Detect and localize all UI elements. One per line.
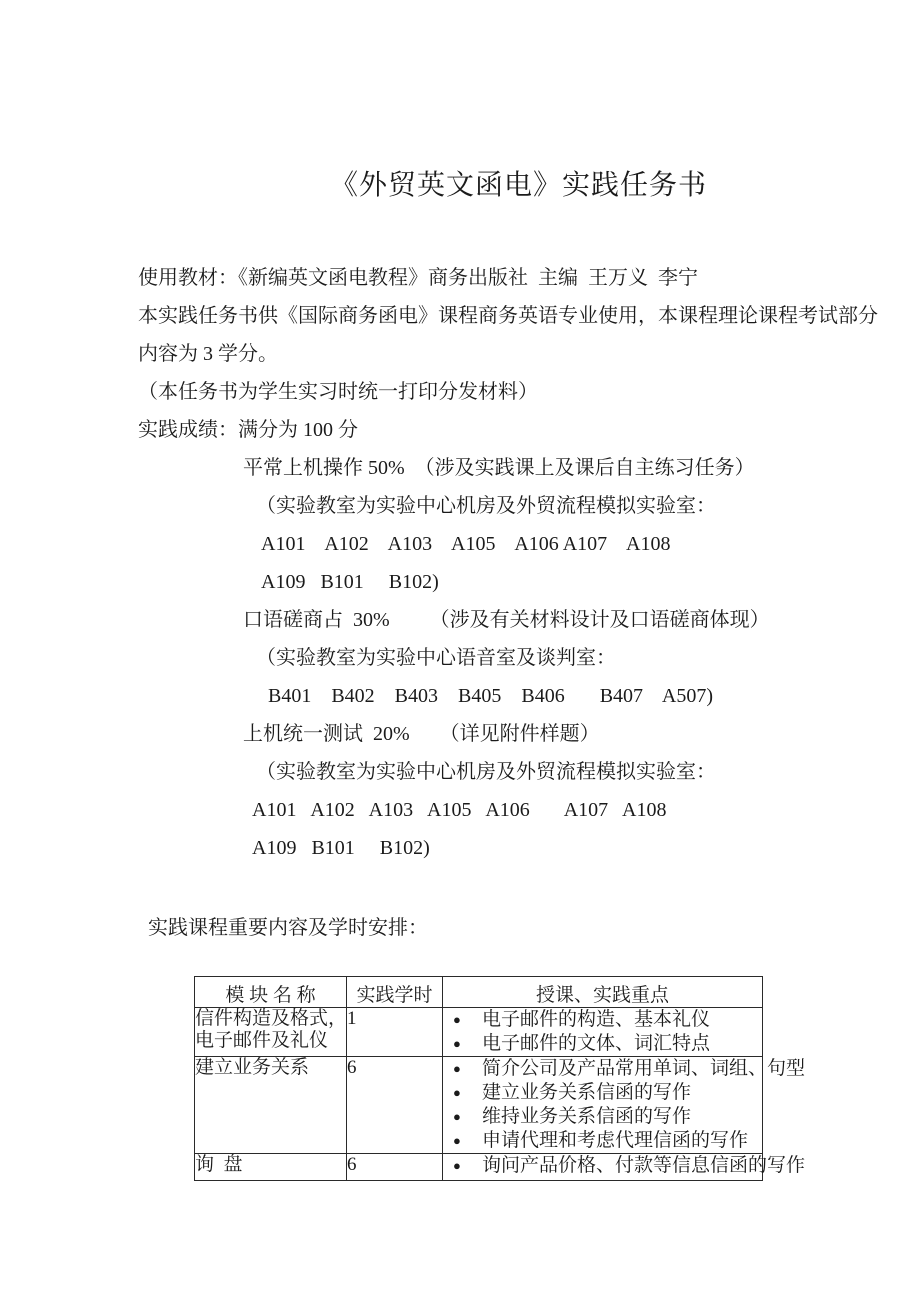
module-cell [195, 1057, 347, 1154]
hours-cell: 6 [347, 1154, 443, 1181]
bullet-icon: ● [453, 1158, 461, 1173]
text-line-lab-rooms-note-2: （实验教室为实验中心语音室及谈判室： [256, 647, 616, 669]
text-line-course-usage: 本实践任务书供《国际商务函电》课程商务英语专业使用，本课程理论课程考试部分 [138, 305, 878, 327]
text-line-handout-note: （本任务书为学生实习时统一打印分发材料） [138, 381, 538, 403]
bullet-icon: ● [453, 1012, 461, 1027]
module-line: 建立业务关系 [195, 1057, 310, 1078]
point-text: 申请代理和考虑代理信函的写作 [482, 1130, 749, 1151]
table-header-row [195, 977, 763, 1008]
document-title: 《外贸英文函电》实践任务书 [330, 170, 708, 201]
point-text: 维持业务关系信函的写作 [482, 1106, 692, 1127]
point-text: 建立业务关系信函的写作 [482, 1082, 692, 1103]
point-text: 电子邮件的构造、基本礼仪 [482, 1009, 711, 1030]
text-line-rooms-a-2: A101 A102 A103 A105 A106 A107 A108 [252, 799, 667, 821]
module-line: 信件构造及格式， [195, 1008, 348, 1029]
text-line-credits: 内容为 3 学分。 [138, 343, 278, 365]
hours-cell: 6 [347, 1057, 443, 1154]
point-item [443, 1105, 762, 1129]
text-line-rooms-b401: B401 B402 B403 B405 B406 B407 A507) [268, 685, 714, 707]
table-header-hours: 实践学时 [347, 977, 443, 1008]
table-header-module: 模 块 名 称 [195, 977, 347, 1008]
table-row [195, 1154, 763, 1181]
text-line-computer-practice: 平常上机操作 50% （涉及实践课上及课后自主练习任务） [243, 457, 755, 479]
table-row [195, 1008, 763, 1057]
point-item [443, 1081, 762, 1105]
bullet-icon: ● [453, 1036, 461, 1051]
module-cell [195, 1154, 347, 1181]
points-cell [443, 1154, 806, 1181]
point-item [443, 1154, 806, 1178]
table-header-points: 授课、实践重点 [443, 977, 763, 1008]
module-line: 询 盘 [195, 1154, 243, 1175]
text-line-lab-rooms-note-3: （实验教室为实验中心机房及外贸流程模拟实验室： [256, 761, 716, 783]
text-line-unified-test: 上机统一测试 20% （详见附件样题） [243, 723, 600, 745]
schedule-table [194, 976, 806, 1181]
point-item [443, 1129, 762, 1153]
point-item [443, 1057, 806, 1081]
bullet-icon: ● [453, 1061, 461, 1076]
text-line-lab-rooms-note-1: （实验教室为实验中心机房及外贸流程模拟实验室： [256, 495, 716, 517]
module-line: 电子邮件及礼仪 [195, 1030, 329, 1051]
hours-cell: 1 [347, 1008, 443, 1057]
bullet-icon: ● [453, 1109, 461, 1124]
point-text: 询问产品价格、付款等信息信函的写作 [482, 1155, 806, 1176]
point-item [443, 1032, 762, 1056]
table-row [195, 1057, 763, 1154]
points-cell [443, 1008, 763, 1057]
module-cell [195, 1008, 347, 1057]
text-line-textbook: 使用教材：《新编英文函电教程》商务出版社 主编 王万义 李宁 [138, 267, 698, 289]
point-text: 简介公司及产品常用单词、词组、句型 [482, 1058, 806, 1079]
text-line-rooms-b-2: A109 B101 B102) [252, 837, 430, 859]
bullet-icon: ● [453, 1133, 461, 1148]
point-item [443, 1008, 762, 1032]
point-text: 电子邮件的文体、词汇特点 [482, 1033, 711, 1054]
points-cell [443, 1057, 806, 1154]
bullet-icon: ● [453, 1085, 461, 1100]
section-heading: 实践课程重要内容及学时安排： [148, 917, 428, 939]
text-line-rooms-a-1: A101 A102 A103 A105 A106 A107 A108 [261, 533, 671, 555]
text-line-oral-negotiation: 口语磋商占 30% （涉及有关材料设计及口语磋商体现） [243, 609, 770, 631]
text-line-score-total: 实践成绩：满分为 100 分 [138, 419, 358, 441]
text-line-rooms-b-1: A109 B101 B102) [261, 571, 439, 593]
